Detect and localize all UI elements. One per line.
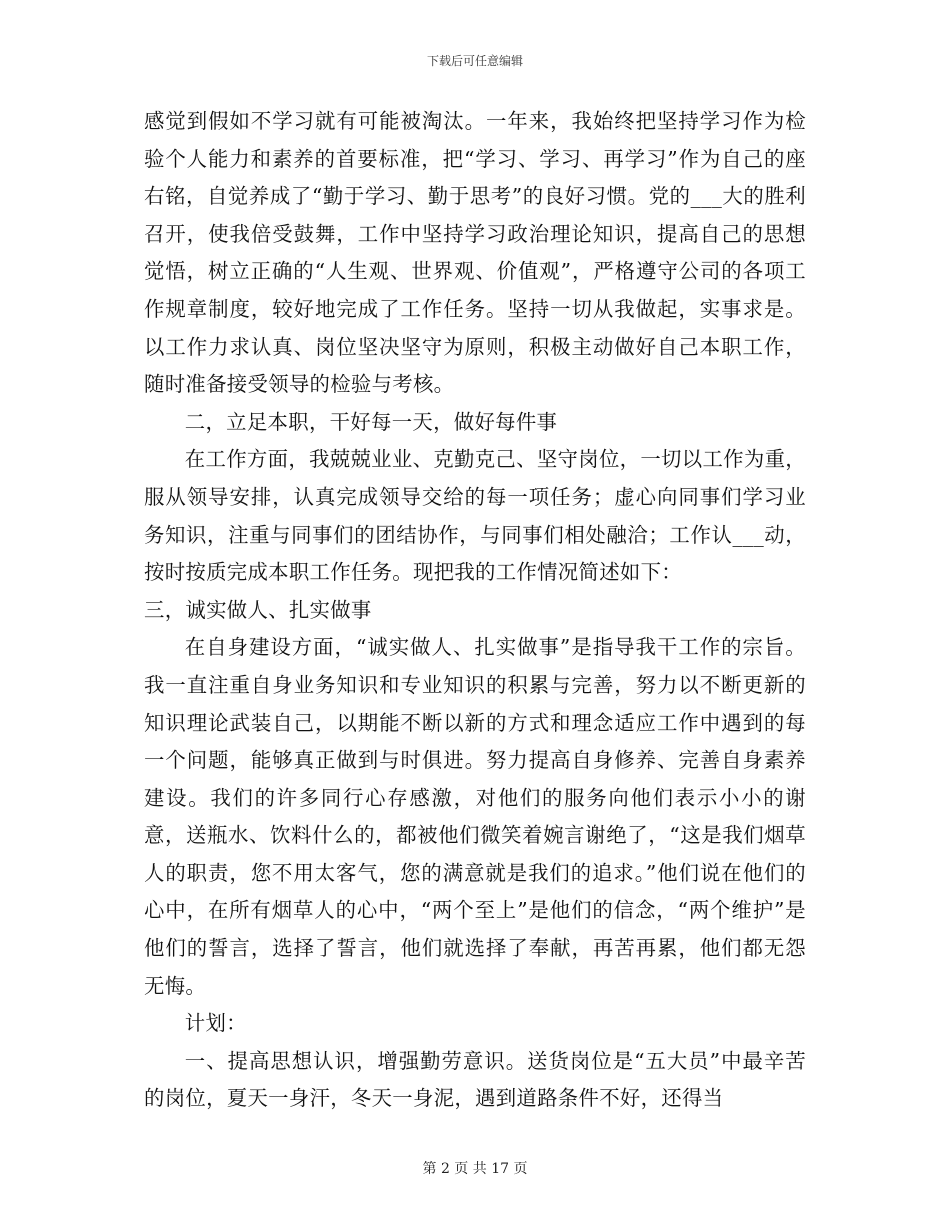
paragraph-work: 在工作方面，我兢兢业业、克勤克己、坚守岗位，一切以工作为重，服从领导安排，认真完成领导交给的每一项任务；虚心向同事们学习业务知识，注重与同事们的团结协作，与同事们相处融洽；工作认___动，按时按质完成本职工作任务。现把我的工作情况简述如下： xyxy=(144,447,806,585)
section-heading-2: 二，立足本职，干好每一天，做好每件事 xyxy=(184,409,558,434)
paragraph-self-building: 在自身建设方面，“诚实做人、扎实做事”是指导我干工作的宗旨。我一直注重自身业务知识和专业知识的积累与完善，努力以不断更新的知识理论武装自己，以期能不断以新的方式和理念适应工作中遇到的每一个问题，能够真正做到与时俱进。努力提高自身修养、完善自身素养建设。我们的许多同行心存感激，对他们的服务向他们表示小小的谢意，送瓶水、饮料什么的，都被他们微笑着婉言谢绝了，“这是我们烟草人的职责，您不用太客气，您的满意就是我们的追求。”他们说在他们的心中，在所有烟草人的心中，“两个至上”是他们的信念，“两个维护”是他们的誓言，选择了誓言，他们就选择了奉献，再苦再累，他们都无怨无悔。 xyxy=(144,635,806,998)
page-footer: 第 2 页 共 17 页 xyxy=(422,1161,528,1177)
section-heading-3: 三，诚实做人、扎实做事 xyxy=(144,597,372,622)
page-header: 下载后可任意编辑 xyxy=(426,54,523,68)
paragraph-plan-1: 一、提高思想认识，增强勤劳意识。送货岗位是“五大员”中最辛苦的岗位，夏天一身汗，冬天一身泥，遇到道路条件不好，还得当 xyxy=(144,1048,806,1111)
paragraph-learning: 感觉到假如不学习就有可能被淘汰。一年来，我始终把坚持学习作为检验个人能力和素养的首要标准，把“学习、学习、再学习”作为自己的座右铭，自觉养成了“勤于学习、勤于思考”的良好习惯。党的___大的胜利召开，使我倍受鼓舞，工作中坚持学习政治理论知识，提高自己的思想觉悟，树立正确的“人生观、世界观、价值观”，严格遵守公司的各项工作规章制度，较好地完成了工作任务。坚持一切从我做起，实事求是。以工作力求认真、岗位坚决坚守为原则，积极主动做好自己本职工作，随时准备接受领导的检验与考核。 xyxy=(144,109,806,397)
document-body xyxy=(144,103,806,1118)
plan-heading: 计划： xyxy=(184,1011,247,1036)
